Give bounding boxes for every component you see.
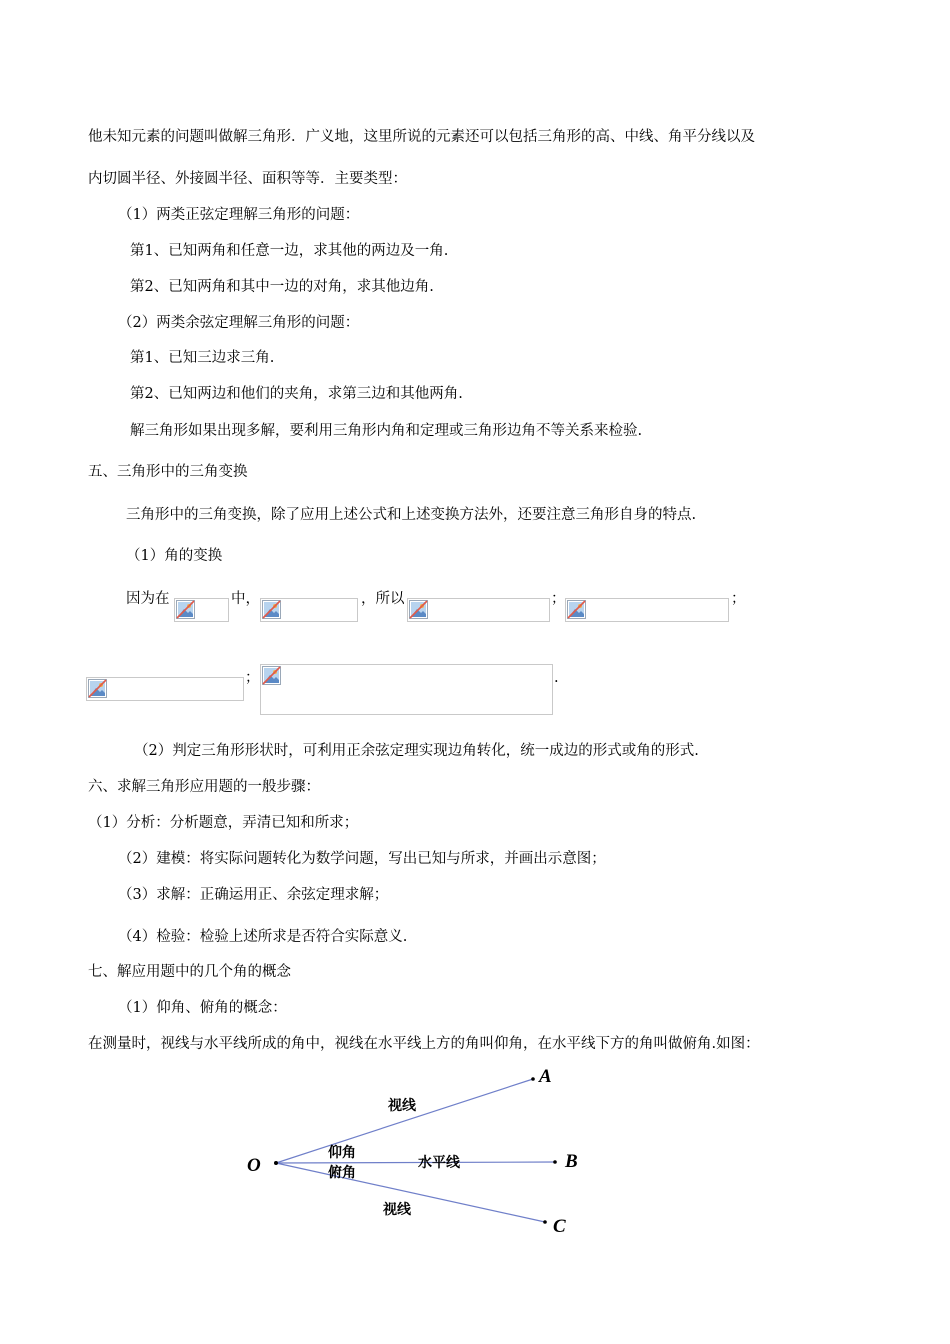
list-item: 第2、已知两边和他们的夹角，求第三边和其他两角. [130, 386, 463, 402]
point-a-dot [531, 1077, 535, 1081]
text-line: 他未知元素的问题叫做解三角形．广义地，这里所说的元素还可以包括三角形的高、中线、角平分线以及 [88, 129, 755, 145]
origin-point [274, 1161, 278, 1165]
list-heading: （2）两类余弦定理解三角形的问题： [118, 315, 360, 331]
list-item: 第1、已知三边求三角. [130, 350, 275, 366]
list-heading: （2）判定三角形形状时，可利用正余弦定理实现边角转化，统一成边的形式或角的形式. [134, 743, 699, 759]
list-item: （3）求解：正确运用正、余弦定理求解； [118, 887, 389, 903]
depression-angle-label: 俯角 [328, 1165, 356, 1181]
section-heading: 五、三角形中的三角变换 [88, 464, 248, 480]
list-heading: （1）两类正弦定理解三角形的问题： [118, 207, 360, 223]
horizontal-line-label: 水平线 [418, 1155, 460, 1171]
note-text: 解三角形如果出现多解，要利用三角形内角和定理或三角形边角不等关系来检验. [130, 423, 643, 439]
text-line: 在测量时，视线与水平线所成的角中，视线在水平线上方的角叫仰角，在水平线下方的角叫做俯角.如图： [88, 1036, 760, 1052]
sight-line-label: 视线 [388, 1098, 416, 1114]
point-o-label: O [247, 1155, 261, 1176]
sight-line-up [276, 1079, 533, 1163]
point-c-label: C [553, 1216, 566, 1237]
horizontal-line [276, 1162, 555, 1163]
point-c-dot [543, 1220, 547, 1224]
list-item: 第1、已知两角和任意一边，求其他的两边及一角. [130, 243, 449, 259]
list-item: （4）检验：检验上述所求是否符合实际意义. [118, 929, 408, 945]
formula-text: 因为在 [126, 591, 170, 607]
text-line: 三角形中的三角变换，除了应用上述公式和上述变换方法外，还要注意三角形自身的特点. [126, 507, 697, 523]
point-a-label: A [539, 1066, 552, 1087]
formula-text: ； [551, 591, 566, 607]
section-heading: 六、求解三角形应用题的一般步骤： [88, 779, 320, 795]
list-item: （1）分析：分析题意，弄清已知和所求； [88, 815, 359, 831]
formula-text: ，所以 [361, 591, 405, 607]
list-item: （2）建模：将实际问题转化为数学问题，写出已知与所求，并画出示意图； [118, 851, 606, 867]
formula-text: ； [731, 591, 746, 607]
point-b-label: B [565, 1151, 578, 1172]
list-heading: （1）角的变换 [126, 548, 223, 564]
point-b-dot [553, 1160, 557, 1164]
formula-text: . [554, 670, 559, 686]
list-item: 第2、已知两角和其中一边的对角，求其他边角. [130, 279, 434, 295]
formula-text: ； [245, 670, 260, 686]
text-line: 内切圆半径、外接圆半径、面积等等．主要类型： [88, 171, 407, 187]
section-heading: 七、解应用题中的几个角的概念 [88, 964, 291, 980]
sight-line-label: 视线 [383, 1202, 411, 1218]
elevation-angle-label: 仰角 [328, 1145, 356, 1161]
formula-text: 中， [231, 591, 260, 607]
list-heading: （1）仰角、俯角的概念： [118, 1000, 287, 1016]
